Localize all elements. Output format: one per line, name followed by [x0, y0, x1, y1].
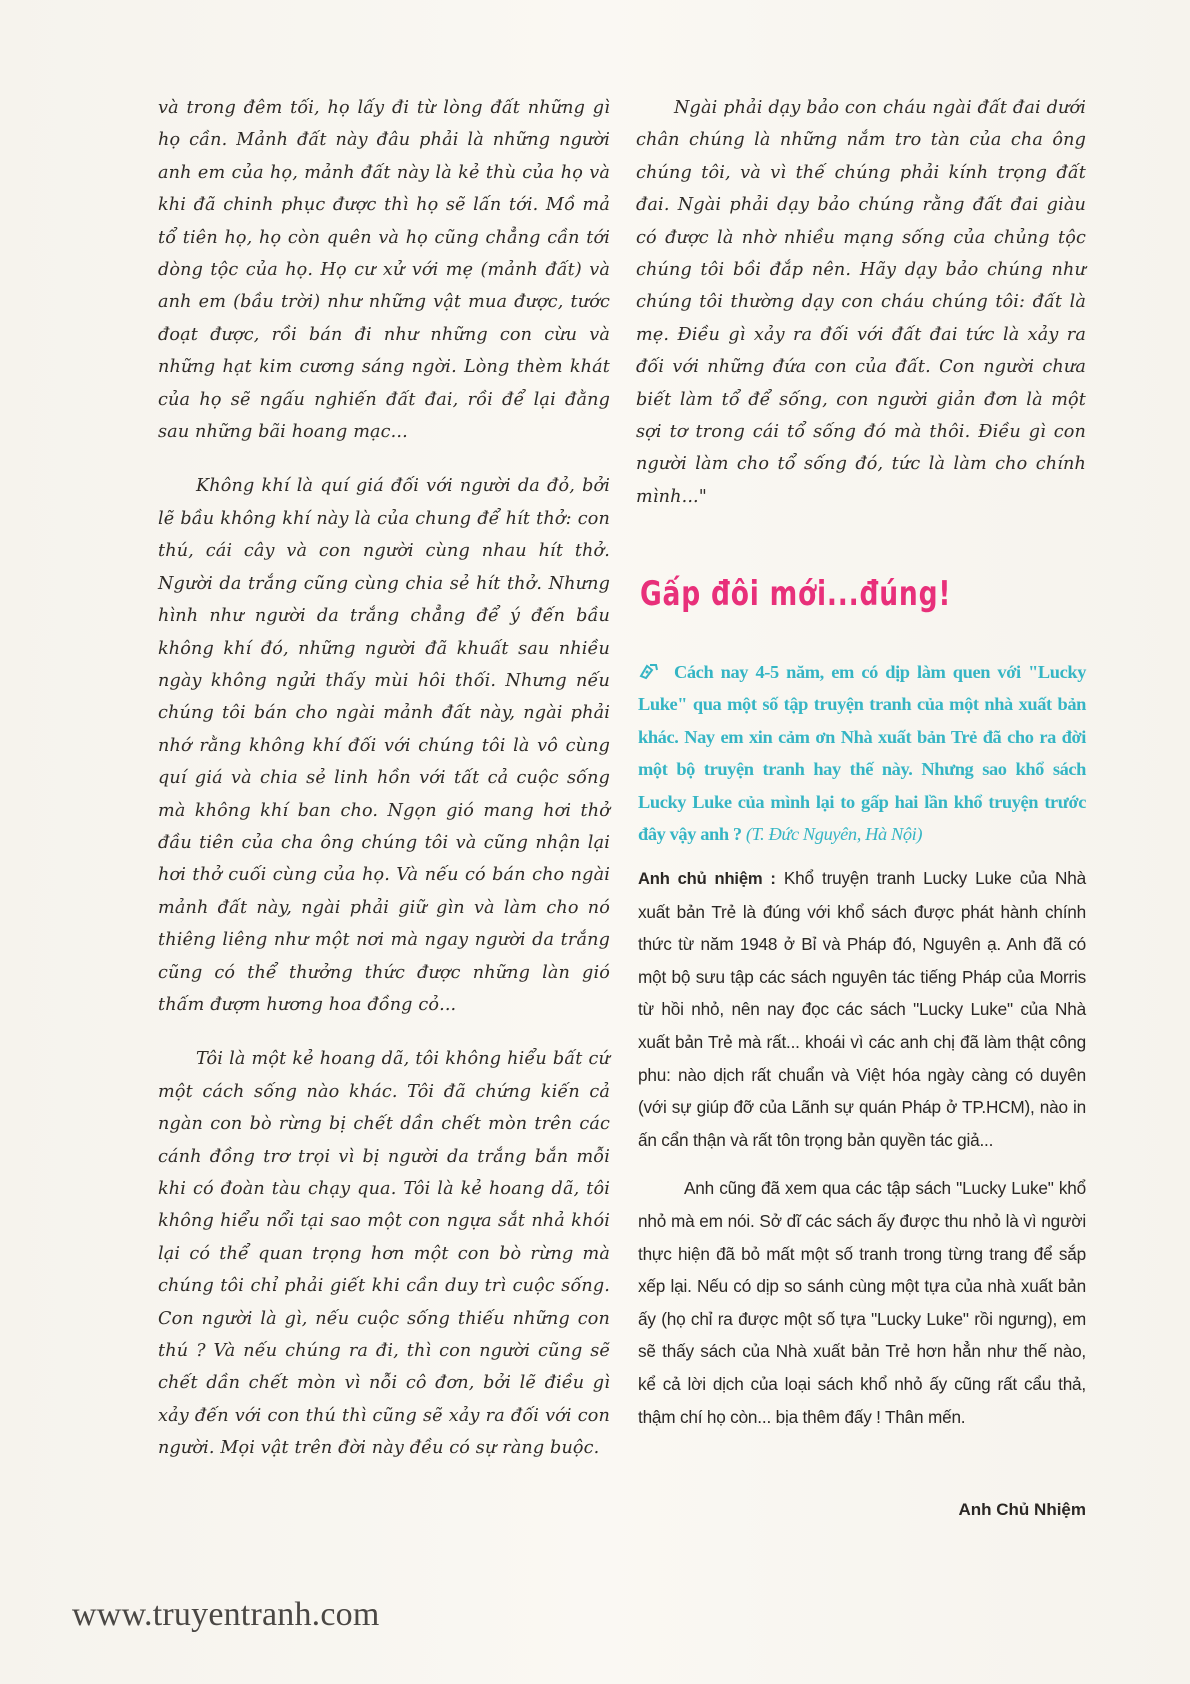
left-paragraph-1: và trong đêm tối, họ lấy đi từ lòng đất những gì họ cần. Mảnh đất này đâu phải là những người anh em của họ, mảnh đất này là kẻ thù của họ và khi đã chinh phục được thì họ sẽ lấn tới. Mồ mả tổ tiên họ, họ còn quên và họ cũng chẳng cần tới dòng tộc của họ. Họ cư xử với mẹ (mảnh đất) và anh em (bầu trời) như những vật mua được, tước đoạt được, rồi bán đi như những con cừu và những hạt kim cương sáng ngời. Lòng thèm khát của họ sẽ ngấu nghiến đất đai, rồi để lại đằng sau những bãi hoang mạc... [158, 98, 610, 443]
pen-nib-icon [638, 658, 660, 676]
answer-paragraph-2: Anh cũng đã xem qua các tập sách "Lucky Luke" khổ nhỏ mà em nói. Sở dĩ các sách ấy được thu nhỏ là vì người thực hiện đã bỏ mất một số tranh trong từng trang để sắp xếp lại. Nếu có dịp so sánh cùng một tựa của nhà xuất bản ấy (họ chỉ ra được một số tựa "Lucky Luke" rồi ngưng), em sẽ thấy sách của Nhà xuất bản Trẻ hơn hẳn như thế nào, kể cả lời dịch của loại sách khổ nhỏ ấy cũng rất cẩu thả, thậm chí họ còn... bịa thêm đấy ! Thân mến. [638, 1178, 1086, 1427]
question-author: (T. Đức Nguyên, Hà Nội) [745, 824, 923, 845]
question-text: Cách nay 4-5 năm, em có dịp làm quen với "Lucky Luke" qua một số tập truyện tranh của một nhà xuất bản khác. Nay em xin cảm ơn Nhà xuất bản Trẻ đã cho ra đời một bộ truyện tranh hay thế này. Nhưng sao khổ sách Lucky Luke của mình lại to gấp hai lần khổ truyện trước đây vậy anh ? [638, 662, 1086, 845]
left-paragraph-3: Tôi là một kẻ hoang dã, tôi không hiểu bất cứ một cách sống nào khác. Tôi đã chứng kiến cả ngàn con bò rừng bị chết dần chết mòn trên các cánh đồng trơ trọi vì bị người da trắng bắn mỗi khi có đoàn tàu chạy qua. Tôi là kẻ hoang dã, tôi không hiểu nổi tại sao một con ngựa sắt nhả khói lại có thể quan trọng hơn một con bò rừng mà chúng tôi chỉ phải giết khi cần duy trì cuộc sống. Con người là gì, nếu cuộc sống thiếu những con thú ? Và nếu chúng ra đi, thì con người cũng sẽ chết dần chết mòn vì nỗi cô đơn, bởi lẽ điều gì xảy đến với con thú thì cũng sẽ xảy ra đối với con người. Mọi vật trên đời này đều có sự ràng buộc. [158, 1049, 610, 1459]
reader-question [638, 656, 1086, 850]
section-heading: Gấp đôi mới...đúng! [640, 574, 952, 614]
right-intro-paragraph: Ngài phải dạy bảo con cháu ngài đất đai dưới chân chúng là những nắm tro tàn của cha ông chúng tôi, và vì thế chúng phải kính trọng đất đai. Ngài phải dạy bảo chúng rằng đất đai giàu có được là nhờ nhiều mạng sống của chủng tộc chúng tôi bồi đắp nên. Hãy dạy bảo chúng như chúng tôi thường dạy con cháu chúng tôi: đất là mẹ. Điều gì xảy ra đối với đất đai tức là xảy ra đối với những đứa con của đất. Con người chưa biết làm tổ để sống, con người giản đơn là một sợi tơ trong cái tổ sống đó mà thôi. Điều gì con người làm cho tổ sống đó, tức là làm cho chính mình..." [636, 98, 1086, 507]
right-column-article [636, 92, 1086, 513]
footer-website: www.truyentranh.com [72, 1596, 380, 1633]
signature: Anh Chủ Nhiệm [958, 1500, 1086, 1519]
editor-answer [638, 862, 1086, 1433]
left-paragraph-2: Không khí là quí giá đối với người da đỏ, bởi lẽ bầu không khí này là của chung để hít thở: con thú, cái cây và con người cùng nhau hít thở. Người da trắng cũng cùng chia sẻ hít thở. Nhưng hình như người da trắng chẳng để ý đến bầu không khí đó, những người đã khuất sau nhiều ngày không ngửi thấy mùi hôi thối. Nhưng nếu chúng tôi bán cho ngài mảnh đất này, ngài phải nhớ rằng không khí đối với chúng tôi là vô cùng quí giá và chia sẻ linh hồn với tất cả cuộc sống mà không khí ban cho. Ngọn gió mang hơi thở đầu tiên của cha ông chúng tôi và cũng nhận lại hơi thở cuối cùng của họ. Và nếu có bán cho ngài mảnh đất này, ngài phải giữ gìn và làm cho nó thiêng liêng như một nơi mà ngay người da trắng cũng có thể thưởng thức được những làn gió thấm đượm hương hoa đồng cỏ... [158, 476, 610, 1015]
answer-paragraph-1: Khổ truyện tranh Lucky Luke của Nhà xuất bản Trẻ là đúng với khổ sách được phát hành chính thức từ năm 1948 ở Bỉ và Pháp đó, Nguyên ạ. Anh đã có một bộ sưu tập các sách nguyên tác tiếng Pháp của Morris từ hồi nhỏ, nên nay đọc các sách "Lucky Luke" của Nhà xuất bản Trẻ mà rất... khoái vì các anh chị đã làm thật công phu: nào dịch rất chuẩn và Việt hóa ngày càng có duyên (với sự giúp đỡ của Lãnh sự quán Pháp ở TP.HCM), nào in ấn cẩn thận và rất tôn trọng bản quyền tác giả... [638, 868, 1086, 1150]
left-column-article [158, 92, 610, 1465]
answer-lead: Anh chủ nhiệm : [638, 869, 776, 888]
